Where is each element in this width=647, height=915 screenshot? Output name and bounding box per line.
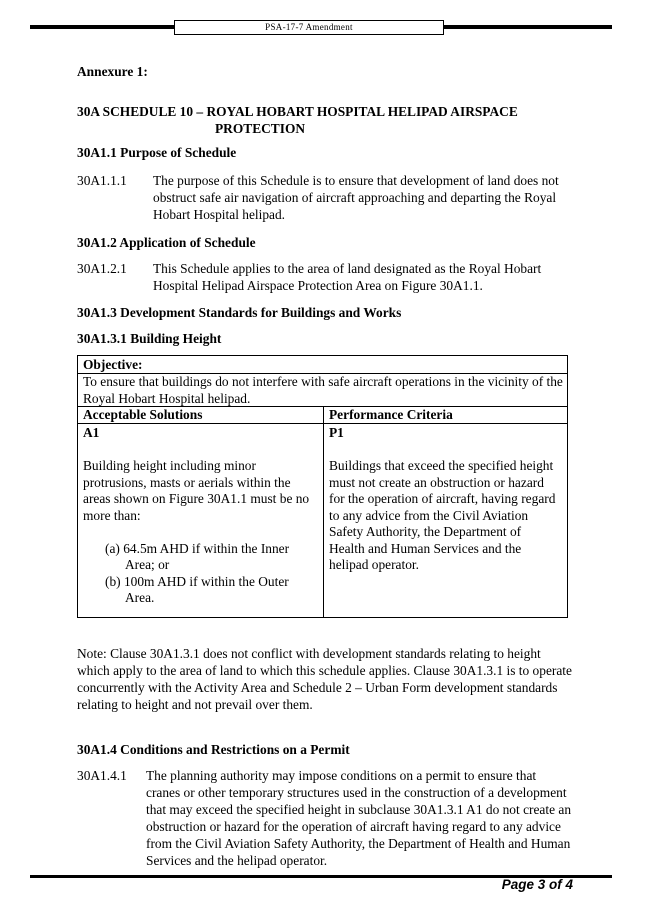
performance-criterion-p1	[329, 425, 559, 574]
note-paragraph: Note: Clause 30A1.3.1 does not conflict with development standards relating to height which apply to the area of land to which this schedule applies. Clause 30A1.3.1 is to operate concurrently with the Activity Area and Schedule 2 – Urban Form development standards relating to height and not prevail over them.	[77, 646, 572, 712]
p1-text: Buildings that exceed the specified height must not create an obstruction or hazard for the operation of aircraft, having regard to any advice from the Civil Aviation Safety Authority, the Department of Health and Human Services and the helipad operator.	[329, 458, 556, 572]
section-heading-application: 30A1.2 Application of Schedule	[77, 235, 256, 250]
table-column-divider	[323, 407, 324, 617]
objective-text: To ensure that buildings do not interfere with safe aircraft operations in the vicinity of the Royal Hobart Hospital helipad.	[83, 374, 563, 406]
page-number: Page 3 of 4	[501, 877, 573, 892]
a1-label: A1	[83, 425, 100, 440]
annexure-label: Annexure 1:	[77, 64, 148, 79]
header-rule-left	[30, 25, 174, 29]
a1-item-b: (b) 100m AHD if within the Outer Area.	[105, 573, 289, 605]
clause-text: The planning authority may impose conditions on a permit to ensure that cranes or other temporary structures used in the construction of a development that may exceed the specified height in subclause 30A1.3.1 A1 do not create an obstruction or hazard for the operation of aircraft having regard to any advice from the Civil Aviation Safety Authority, the Department of Health and Human Services and the helipad operator.	[146, 768, 572, 868]
header-rule-right	[444, 25, 612, 29]
clause-text: This Schedule applies to the area of land designated as the Royal Hobart Hospital Helipad Airspace Protection Area on Figure 30A1.1.	[153, 261, 542, 293]
standards-table	[77, 355, 568, 618]
section-heading-development-standards: 30A1.3 Development Standards for Buildings and Works	[77, 305, 402, 320]
section-heading-purpose: 30A1.1 Purpose of Schedule	[77, 145, 237, 160]
objective-label: Objective:	[83, 357, 143, 372]
p1-label: P1	[329, 425, 344, 440]
acceptable-solution-a1	[83, 425, 315, 607]
clause-number: 30A1.1.1	[77, 173, 127, 188]
section-heading-building-height: 30A1.3.1 Building Height	[77, 331, 222, 346]
clause-text: The purpose of this Schedule is to ensure that development of land does not obstruct safe air navigation of aircraft approaching and departing the Royal Hobart Hospital helipad.	[153, 173, 559, 222]
a1-text: Building height including minor protrusions, masts or aerials within the areas shown on Figure 30A1.1 must be no more than:	[83, 458, 310, 523]
document-reference: PSA-17-7 Amendment	[174, 20, 444, 35]
column-header-acceptable-solutions: Acceptable Solutions	[83, 407, 203, 422]
schedule-title-line1: 30A SCHEDULE 10 – ROYAL HOBART HOSPITAL HELIPAD AIRSPACE	[77, 104, 518, 119]
schedule-title-line2: PROTECTION	[215, 121, 306, 136]
clause-number: 30A1.2.1	[77, 261, 127, 276]
clause-number: 30A1.4.1	[77, 768, 127, 783]
a1-item-a: (a) 64.5m AHD if within the Inner Area; or	[105, 540, 290, 572]
column-header-performance-criteria: Performance Criteria	[329, 407, 453, 422]
section-heading-conditions: 30A1.4 Conditions and Restrictions on a Permit	[77, 742, 350, 757]
